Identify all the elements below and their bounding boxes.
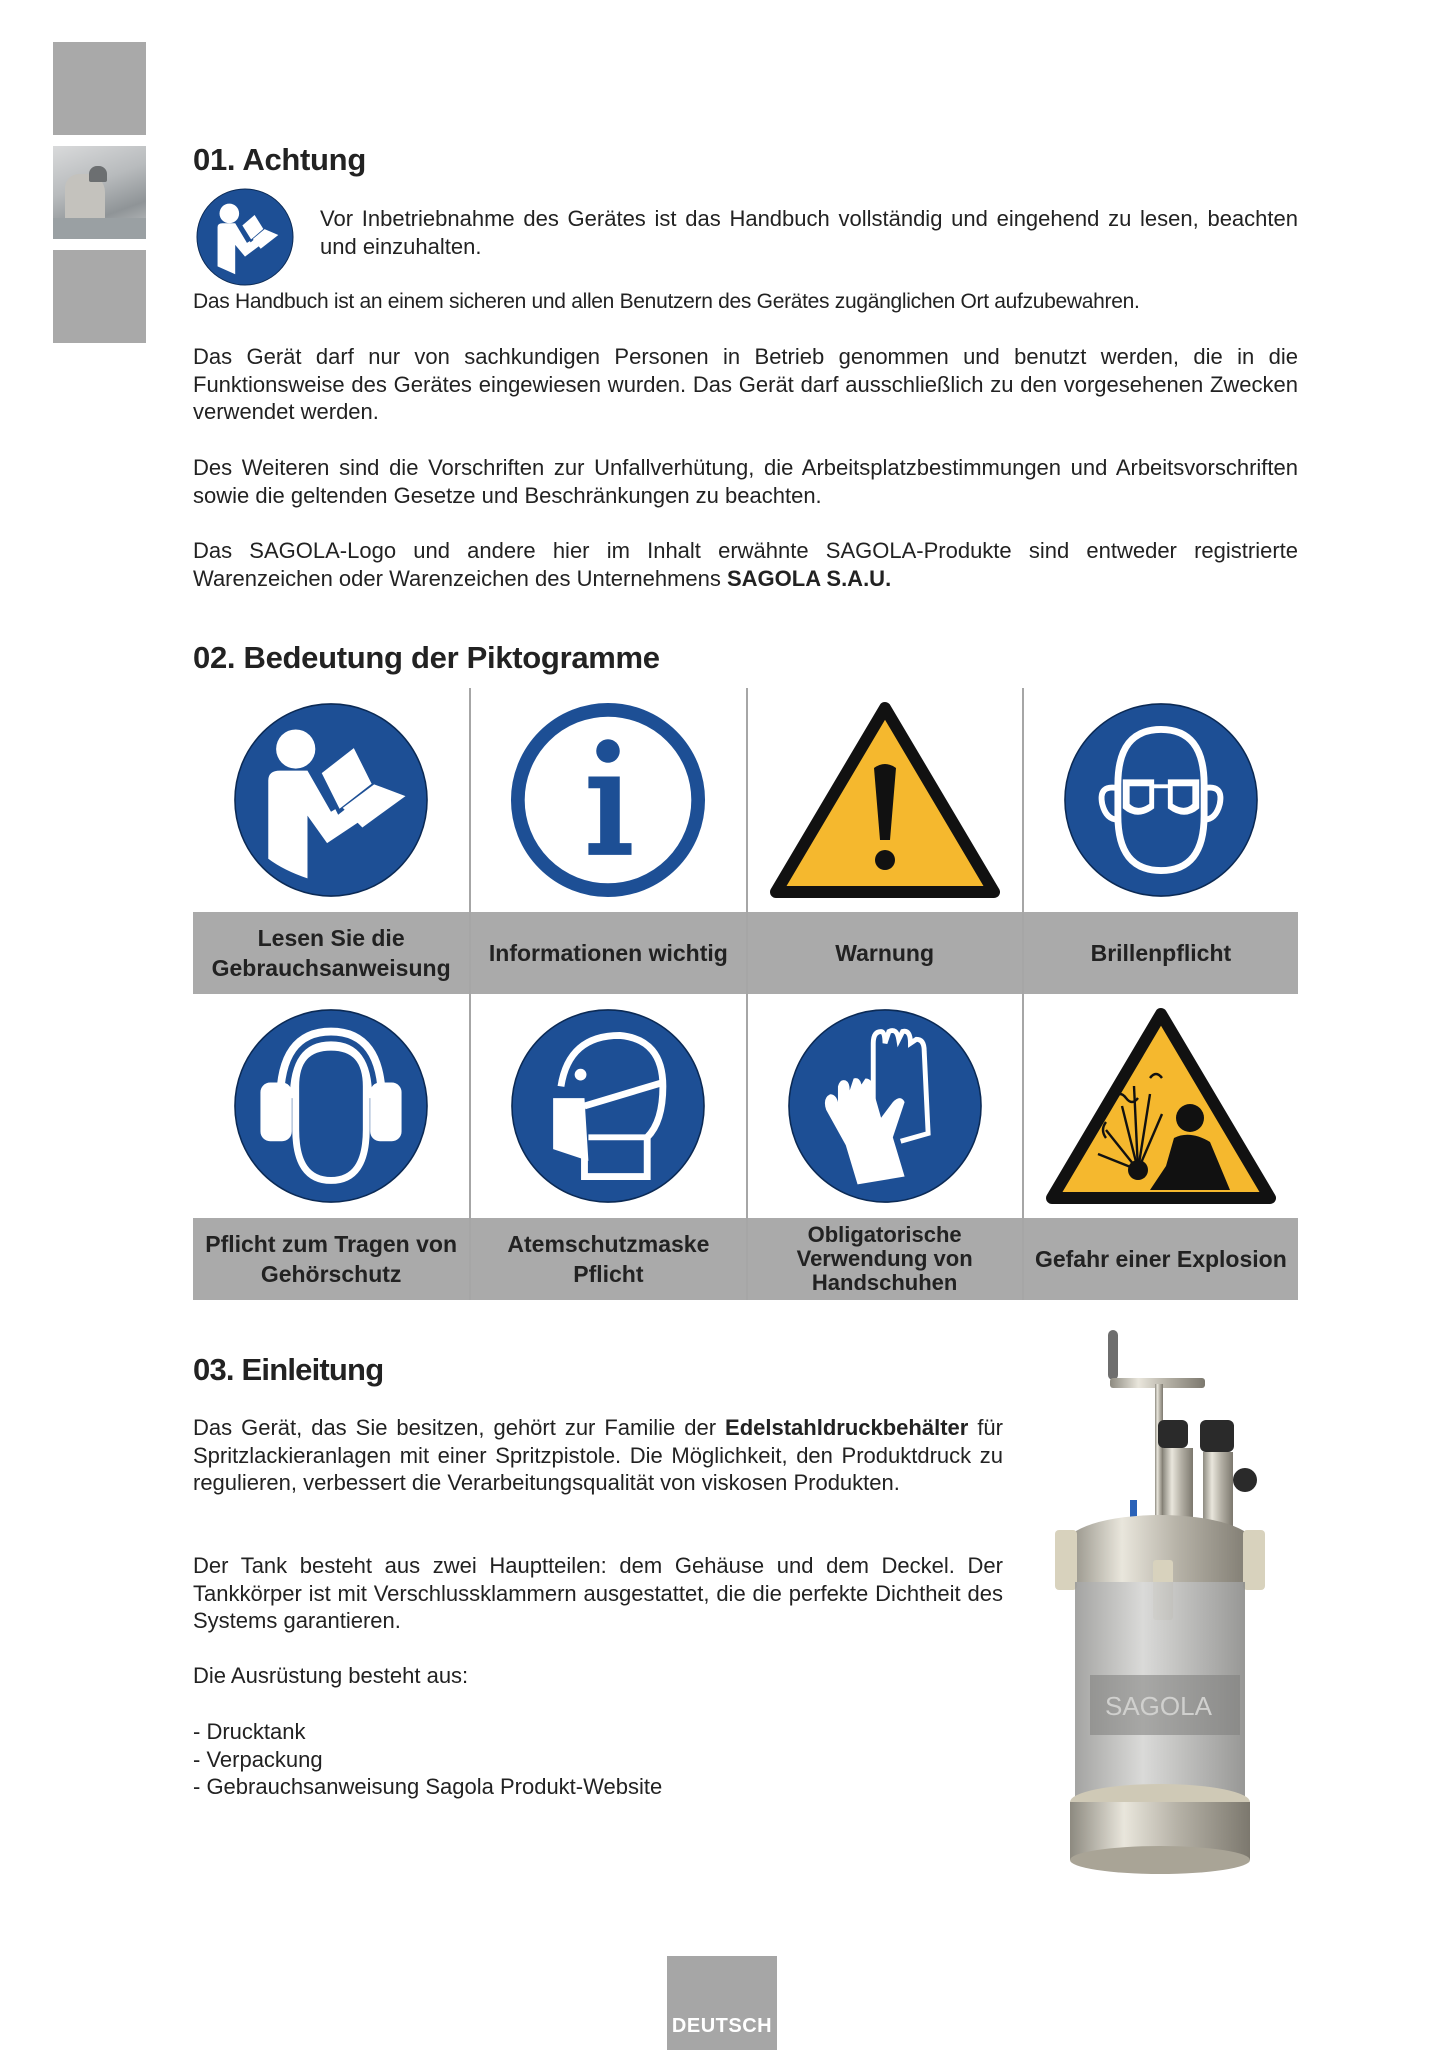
list-item: - Verpackung (193, 1746, 323, 1772)
language-label: DEUTSCH (671, 2015, 773, 2037)
pictogram-label: Obligatorische Verwendung von Handschuhen (748, 1218, 1022, 1300)
achtung-paragraph-1: Das Handbuch ist an einem sicheren und allen Benutzern des Gerätes zugänglichen Ort aufzubewahren. (193, 290, 1140, 313)
respirator-mask-icon (510, 1008, 706, 1204)
pictogram-eye-protection (1022, 688, 1298, 994)
einleitung-paragraph-1: Das Gerät, das Sie besitzen, gehört zur Familie der Edelstahldruckbehälter für Spritzlackieranlagen mit einer Spritzpistole. Die Möglichkeit, den Produktdruck zu regulieren, verbessert die Verarbeitungsqualität von viskosen Produkten. (193, 1415, 1003, 1495)
pictogram-gloves (746, 994, 1022, 1300)
pictogram-warning (746, 688, 1022, 994)
explosion-hazard-icon (1046, 1006, 1276, 1206)
svg-text:SAGOLA: SAGOLA (1105, 1691, 1212, 1721)
pictogram-label: Warnung (748, 912, 1022, 994)
pictogram-grid (193, 688, 1298, 1300)
language-tab (667, 1956, 777, 2050)
pictogram-label: Atemschutzmaske Pflicht (471, 1218, 745, 1300)
list-item: - Gebrauchsanweisung Sagola Produkt-Website (193, 1774, 663, 1799)
product-family: Edelstahldruckbehälter (725, 1415, 969, 1440)
pictogram-explosion (1022, 994, 1298, 1300)
achtung-intro: Vor Inbetriebnahme des Gerätes ist das Handbuch vollständig und eingehend zu lesen, beachten und einzuhalten. (320, 206, 1298, 259)
einleitung-paragraph-2: Der Tank besteht aus zwei Hauptteilen: dem Gehäuse und dem Deckel. Der Tankkörper ist mit Verschlussklammern ausgestattet, die die perfekte Dichtheit des Systems garantieren. (193, 1553, 1003, 1633)
achtung-paragraph-4: Das SAGOLA-Logo und andere hier im Inhalt erwähnte SAGOLA-Produkte sind entweder registrierte Warenzeichen oder Warenzeichen des Unternehmens SAGOLA S.A.U. (193, 538, 1298, 591)
information-icon (510, 702, 706, 898)
sidebar-photo-painter (53, 146, 146, 239)
pictogram-respirator (469, 994, 745, 1300)
achtung-paragraph-3: Des Weiteren sind die Vorschriften zur Unfallverhütung, die Arbeitsplatzbestimmungen und Arbeitsvorschriften sowie die geltenden Gesetze und Beschränkungen zu beachten. (193, 455, 1298, 508)
pictogram-label: Gefahr einer Explosion (1024, 1218, 1298, 1300)
section-title-achtung: 01. Achtung (193, 142, 366, 177)
list-item: - Drucktank (193, 1719, 306, 1744)
pictogram-label: Brillenpflicht (1024, 912, 1298, 994)
gloves-icon (787, 1008, 983, 1204)
einleitung-paragraph-3: Die Ausrüstung besteht aus: (193, 1663, 469, 1688)
eye-protection-icon (1063, 702, 1259, 898)
section-title-piktogramme: 02. Bedeutung der Piktogramme (193, 640, 660, 675)
sidebar-grey-block-top (53, 42, 146, 135)
ear-protection-icon (233, 1008, 429, 1204)
pictogram-label: Informationen wichtig (471, 912, 745, 994)
pictogram-read-manual (193, 688, 469, 994)
pressure-tank-image (1035, 1320, 1285, 1880)
achtung-paragraph-2: Das Gerät darf nur von sachkundigen Personen in Betrieb genommen und benutzt werden, die in die Funktionsweise des Gerätes eingewiesen wurden. Das Gerät darf ausschließlich zu den vorgesehenen Zwecken verwendet werden. (193, 344, 1298, 424)
pictogram-label: Lesen Sie die Gebrauchsanweisung (193, 912, 469, 994)
read-manual-icon (196, 188, 294, 286)
warning-icon (770, 700, 1000, 900)
pictogram-ear-protection (193, 994, 469, 1300)
pictogram-label: Pflicht zum Tragen von Gehörschutz (193, 1218, 469, 1300)
read-manual-icon (233, 702, 429, 898)
equipment-list (193, 1718, 662, 1801)
company-name: SAGOLA S.A.U. (726, 565, 892, 591)
pictogram-information (469, 688, 745, 994)
sidebar-grey-block-bottom (53, 250, 146, 343)
section-title-einleitung: 03. Einleitung (193, 1352, 384, 1387)
